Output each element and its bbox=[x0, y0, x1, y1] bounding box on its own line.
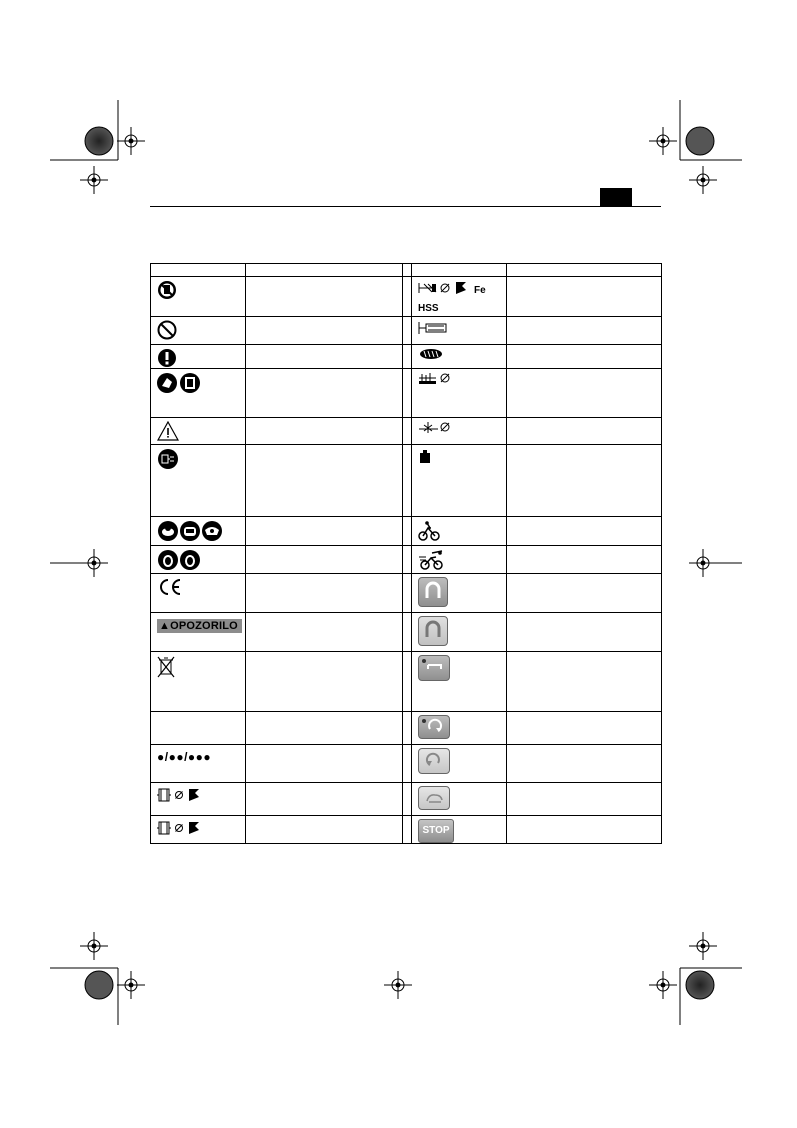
header-rule bbox=[150, 206, 661, 207]
core-bit-icon bbox=[157, 819, 201, 837]
speed-dots-label: ●/●●/●●● bbox=[157, 750, 212, 764]
core-drill-diameter-icon bbox=[418, 372, 452, 386]
ce-mark-icon bbox=[157, 577, 183, 597]
table-row bbox=[151, 418, 662, 445]
magnet-on-icon bbox=[418, 577, 448, 607]
motor-start-icon bbox=[418, 786, 450, 810]
table-row bbox=[151, 546, 662, 574]
warning-triangle-icon bbox=[157, 421, 179, 441]
rotation-counterclockwise-icon bbox=[418, 748, 450, 774]
stop-button-icon: STOP bbox=[418, 819, 454, 843]
table-row bbox=[151, 613, 662, 652]
rotation-clockwise-icon bbox=[418, 715, 450, 739]
table-row bbox=[151, 574, 662, 613]
table-row bbox=[151, 445, 662, 517]
table-row bbox=[151, 517, 662, 546]
speed-low-icon bbox=[418, 520, 440, 542]
table-row bbox=[151, 369, 662, 418]
drill-depth-icon bbox=[418, 320, 448, 336]
warning-label: OPOZORILO bbox=[170, 620, 238, 632]
thread-icon bbox=[418, 348, 444, 360]
symbol-legend-table bbox=[150, 263, 662, 844]
weight-icon bbox=[418, 448, 432, 464]
table-row bbox=[151, 345, 662, 369]
warning-badge: ▲OPOZORILO bbox=[157, 619, 242, 633]
no-hand-icon bbox=[157, 280, 177, 300]
mandatory-exclamation-icon bbox=[157, 348, 177, 368]
fe-hss-label: Fe HSS bbox=[418, 285, 486, 314]
core-bit-icon bbox=[157, 786, 201, 804]
ear-protection-icons bbox=[157, 549, 201, 571]
drill-diameter-icon bbox=[418, 421, 452, 435]
table-row bbox=[151, 783, 662, 816]
coolant-button-icon bbox=[418, 655, 450, 681]
magnet-off-icon bbox=[418, 616, 448, 646]
read-manual-icons bbox=[157, 372, 201, 394]
speed-high-icon bbox=[418, 549, 446, 571]
table-row bbox=[151, 277, 662, 317]
table-header-row bbox=[151, 264, 662, 277]
table-row bbox=[151, 652, 662, 712]
prohibition-icon bbox=[157, 320, 177, 340]
table-row bbox=[151, 816, 662, 844]
drill-diameter-fe-hss-icon bbox=[418, 280, 474, 296]
unplug-icon bbox=[157, 448, 179, 470]
language-tab bbox=[600, 188, 632, 206]
table-row bbox=[151, 317, 662, 345]
table-row bbox=[151, 745, 662, 783]
protective-gear-icons bbox=[157, 520, 223, 542]
waste-bin-icon bbox=[157, 655, 175, 679]
table-row bbox=[151, 712, 662, 745]
